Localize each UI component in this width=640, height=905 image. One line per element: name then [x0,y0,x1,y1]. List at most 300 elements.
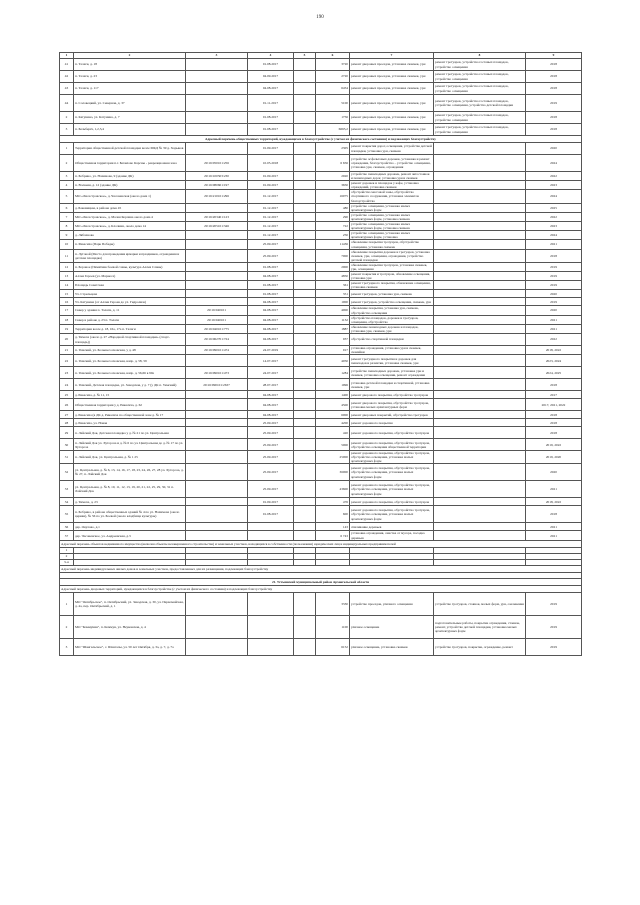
address-cell: ул. Центральная, д. № 8, 10, 11, 12, 13, 19, 20, 21, 22, 25, 29, 30, 31 п. Лайский Док [74,481,186,498]
work-min-cell: ремонт тротуаров, устройство освещения, скамеек, урн [350,298,434,306]
cadastral-number-cell [186,531,248,540]
work-min-cell: уличное освещение, установка скамеек [350,638,434,655]
owner-cell [294,427,316,439]
work-min-cell: ремонт тротуарного покрытия, обновление освещения, установка скамеек [350,281,434,290]
work-extra-cell [434,355,526,367]
year-cell: 2019, 2022 [526,439,582,451]
owner-cell [294,367,316,379]
cadastral-number-cell [186,411,248,419]
address-cell: п. Уемский, ул. Большесосновская, напр. д. 56,66 в 90а [74,367,186,379]
table-row [60,391,582,399]
work-extra-cell [434,481,526,498]
work-extra-cell [434,531,526,540]
work-min-cell: ремонт дворовых проездов, установка скамеек, урн [350,71,434,83]
date-cell: 01.08.2017 [248,506,294,523]
work-extra-cell [434,172,526,181]
column-number-cell: 3 [186,53,248,59]
work-extra-cell: устройство тротуаров, стоянок, малых форм, урн, озеленения [434,592,526,615]
work-min-cell: обновление пешеходных дорожек и площадок, установка урн, скамеек, урн [350,324,434,333]
area-cell: 4000 [316,306,350,315]
year-cell: 2018, 2022 [526,346,582,355]
table-row [60,439,582,451]
date-cell: 01.08.2017 [248,112,294,124]
year-cell: 2021 [526,531,582,540]
area-cell: 6 656 [316,155,350,172]
work-extra-cell [434,367,526,379]
cadastral-number-cell: 29:16:040101 [186,306,248,315]
work-extra-cell [434,143,526,155]
table-row [60,481,582,498]
year-cell: 2021 [526,523,582,531]
table-row [60,411,582,419]
column-number-cell: 5 [294,53,316,59]
table-row [60,71,582,83]
year-cell: 2025 [526,203,582,212]
work-min-cell: ремонт дорожного покрытия, обустройство тротуаров, обустройство освещения, установка малых архитектурных форм [350,451,434,464]
work-min-cell: обновление покрытия дорожек и тротуаров, установка скамеек, урн, освещения, ограждения, устройство детской площадки [350,249,434,262]
cadastral-number-cell [186,83,248,95]
work-min-cell: ремонт дворовых проездов, установка скамеек, урн [350,112,434,124]
table-row [60,531,582,540]
area-cell: 4500 [316,399,350,411]
column-number-cell: 6 [316,53,350,59]
row-number-cell: 14 [60,281,74,290]
table-row [60,190,582,203]
area-cell: 600 [316,506,350,523]
year-cell: 2020 [526,464,582,481]
date-cell: 04.08.2017 [248,272,294,281]
date-cell: 25.09.2017 [248,249,294,262]
address-cell: Сквер в районе д. 23 п. Талаги [74,315,186,324]
owner-cell [294,222,316,231]
date-cell: 01.09.2017 [248,143,294,155]
area-cell: 250 [316,231,350,240]
work-min-cell: устройство освещения, установка малых архитектурных форм, установка [350,231,434,240]
date-cell [248,531,294,540]
cadastral-number-cell [186,95,248,112]
table-row [60,306,582,315]
row-number-cell: 26 [60,399,74,411]
row-number-cell: 43 [60,83,74,95]
owner-cell [294,59,316,71]
work-min-cell: устройство пешеходных дорожек, ремонт автостоянок и пешеходных дорог, установка урн и скамеек [350,172,434,181]
owner-cell [294,399,316,411]
address-cell: Общественная территория у д. Рикасиха, д. 62 [74,399,186,411]
date-cell: 10.05.2018 [248,155,294,172]
owner-cell [294,190,316,203]
work-extra-cell [434,222,526,231]
address-cell: ул. Центральная, д. № 6, 13, 14, 16, 17, 18, 23, 24, 26, 27, 28 ул. Хутороза, д. № 27, п. Лайский Док [74,464,186,481]
work-extra-cell [434,290,526,298]
row-number-cell: 1 [60,592,74,615]
area-cell: 480 [316,203,350,212]
area-cell: 2900 [316,262,350,271]
table-row [60,272,582,281]
year-cell: 2021 [526,324,582,333]
area-cell: 361 [316,281,350,290]
work-min-cell: ремонт дорожек и площадок у кафе, установка ограждений, установка скамеек [350,181,434,190]
table-row [60,324,582,333]
address-cell: п. Бобрино, в районе общественных зданий № 4 по ул. Нахимова (около церкви), № 56 по ул. Боевой (около кладбища культуры) [74,506,186,523]
address-cell: Ул. Катунина (от Аллеи Героев до ул. Гидролиза) [74,298,186,306]
work-min-cell: ремонт дворовых проездов, установка скамеек, урн [350,124,434,136]
row-number-cell: 22 [60,355,74,367]
work-min-cell: ремонт тротуарного покрытия и дорожек для пешеходов и разметки, установка скамеек, урн [350,355,434,367]
year-cell: 2024, 2025 [526,367,582,379]
date-cell: 01.08.2017 [248,281,294,290]
work-min-cell: установка детской площадки и спортивной, установка скамеек, урн [350,379,434,391]
area-cell: 3720 [316,59,350,71]
page-number: 190 [316,15,324,20]
work-min-cell: обустройство площадок, дорожек и тротуаров, освещения, обустройство [350,315,434,324]
owner-cell [294,531,316,540]
cadastral-number-cell: 29:16:100503:230 [186,172,248,181]
table-row [60,419,582,427]
table-row [60,281,582,290]
table-row [60,498,582,506]
address-cell: дер. Окулово, д.1 [74,523,186,531]
table-row [60,203,582,212]
row-number-cell: 13 [60,272,74,281]
row-number-cell: 37 [60,531,74,540]
work-extra-cell [434,523,526,531]
year-cell: 2018 [526,379,582,391]
work-extra-cell [434,399,526,411]
area-cell: 7000 [316,249,350,262]
row-number-cell: 10 [60,240,74,249]
year-cell: 2022 [526,334,582,346]
area-cell: 143 [316,523,350,531]
owner-cell [294,481,316,498]
row-number-cell: 7 [60,212,74,221]
work-extra-cell: ремонт тротуаров, устройство гостевых площадок, устройство освещения [434,124,526,136]
work-extra-cell: ремонт тротуаров, устройство гостевых площадок, устройство освещения, устройство детской площадки [434,95,526,112]
address-cell: п. Талаги, д. 18 [74,59,186,71]
address-cell: п. Талаги, д. 23 [74,71,186,83]
owner-cell [294,281,316,290]
section-public-heading [60,136,582,143]
work-min-cell: обустройство массовой зоны, обустройство спортивного сооружения, установка элементов благоустройства [350,190,434,203]
year-cell: 2020 [526,290,582,298]
year-cell: 2021 [526,240,582,249]
date-cell: 25.09.2017 [248,464,294,481]
table-row [60,334,582,346]
address-cell: п. Бельберёз, 1,2,3,4 [74,124,186,136]
owner-cell [294,464,316,481]
work-extra-cell [434,324,526,333]
table-row [60,112,582,124]
area-cell: 290 [316,212,350,221]
row-number-cell: 3 [60,124,74,136]
column-number-cell: 8 [434,53,526,59]
cadastral-number-cell: 29:16:210101:296 [186,190,248,203]
work-min-cell: ремонт дворовых проездов, установка скамеек, урн [350,59,434,71]
work-extra-cell [434,391,526,399]
work-min-cell: ремонт дворового покрытия, обустройство тротуаров, установка малых архитектурных форм [350,399,434,411]
table-row [60,346,582,355]
address-cell: д. Рикасиха, д. № 11, 15 [74,391,186,399]
work-extra-cell [434,464,526,481]
work-min-cell: ремонт дорожного покрытия, обустройство тротуаров, обустройство освещения, установка малых архитектурных форм [350,506,434,523]
area-cell: 937 [316,334,350,346]
row-number-cell: 8 [60,222,74,231]
year-cell: 2017 [526,391,582,399]
cadastral-number-cell [186,203,248,212]
row-number-cell: 42 [60,71,74,83]
area-cell: 722 [316,222,350,231]
cadastral-number-cell [186,464,248,481]
area-cell: 1756 [316,112,350,124]
date-cell: 04.08.2017 [248,334,294,346]
owner-cell [294,143,316,155]
work-extra-cell: подготовительные работы, покрытие ограждения, стоянок, ремонт, устройство детской площадки, установка малых архитектурных форм [434,615,526,638]
table-row [60,240,582,249]
table-row [60,83,582,95]
work-min-cell: спиливание деревьев [350,523,434,531]
row-number-cell: 27 [60,411,74,419]
row-number-cell: 24 [60,379,74,391]
address-cell: п. Лайский Док ул. Хутороза и д. № 6 по ул. Центральная до д. № 17 по ул. Хутороза [74,439,186,451]
ust-yards-heading-text: Адресный перечень дворовых территорий, нуждающихся в благоустройстве (с учетом их физического состояния) и подлежащих благоустройству [60,585,582,592]
area-cell: 2720 [316,71,350,83]
work-min-cell: обновление покрытия, установка урн, скамеек, обустройство освещения [350,306,434,315]
area-cell: 25000 [316,451,350,464]
work-extra-cell [434,306,526,315]
address-cell: дер. Часовенское, ул. Андреевская, д.3 [74,531,186,540]
area-cell: 917 [316,346,350,355]
row-number-cell: 21 [60,346,74,355]
owner-cell [294,523,316,531]
date-cell: 04.08.2017 [248,83,294,95]
row-number-cell: 9 [60,231,74,240]
area-cell: 43600 [316,481,350,498]
work-extra-cell [434,203,526,212]
date-cell: 04.08.2017 [248,306,294,315]
area-cell: 2920 [316,172,350,181]
work-min-cell: устройство асфальтовых дорожек, установка и ремонт ограждения, благоустройство – устройство освещения, установка урн, скамеек, ограждения [350,155,434,172]
row-number-cell: 31 [60,451,74,464]
work-extra-cell [434,155,526,172]
cadastral-number-cell: 29:16:050101:256 [186,155,248,172]
date-cell: 14.07.2017 [248,355,294,367]
date-cell: 04.08.2017 [248,399,294,411]
blank-row-number: 3..n [60,559,74,565]
row-number-cell: 6 [60,203,74,212]
work-min-cell: ремонт дорожного покрытия, обустройство тротуаров [350,498,434,506]
cadastral-number-cell: 29:16:090101:474 [186,346,248,355]
date-cell: 25.09.2017 [248,451,294,464]
cadastral-number-cell: 29:16:090101:473 [186,367,248,379]
address-cell: Ул. Стрельцова [74,290,186,298]
year-cell: 2018 [526,83,582,95]
ust-yards-heading [60,585,582,592]
work-min-cell: ремонт дорожного покрытия [350,419,434,427]
owner-cell [294,181,316,190]
owner-cell [294,249,316,262]
work-min-cell: ремонт дворовых покрытий, обустройство тротуаров [350,411,434,419]
cadastral-number-cell [186,451,248,464]
year-cell: 2022 [526,172,582,181]
table-row [60,95,582,112]
work-extra-cell: устройство тротуаров, покрытие, ограждение, ремонт [434,638,526,655]
row-number-cell: 4 [60,181,74,190]
cadastral-number-cell: 29:16:090101:2637 [186,379,248,391]
owner-cell [294,391,316,399]
cadastral-number-cell: 29:16:062701:724 [186,334,248,346]
date-cell: 01.09.2017 [248,172,294,181]
table-row [60,315,582,324]
date-cell: 04.08.2017 [248,324,294,333]
area-cell: 6152 [316,638,350,655]
area-cell: 5100 [316,95,350,112]
cadastral-number-cell [186,638,248,655]
year-cell: 2018, 2022 [526,498,582,506]
table-row [60,231,582,240]
work-extra-cell: ремонт тротуаров, устройство гостевых площадок, устройство освещения [434,71,526,83]
cadastral-number-cell [186,506,248,523]
owner-cell [294,355,316,367]
year-cell: 2018 [526,124,582,136]
row-number-cell: 2 [60,155,74,172]
address-cell: п. Уемский, ул. Большесосновская, у д. 48 [74,346,186,355]
year-cell: 2019 [526,95,582,112]
year-cell: 2023 [526,222,582,231]
row-number-cell: 3 [60,638,74,655]
cadastral-number-cell [186,143,248,155]
address-cell: п. Уемский, ул. Большесосновская, напр. д. 58, 59 [74,355,186,367]
work-min-cell: устройство пешеходных дорожек, установка урн и скамеек, установка освещения, ремонт ограждения [350,367,434,379]
cadastral-number-cell [186,298,248,306]
individual-houses-heading [60,565,582,572]
year-cell: 2018 [526,112,582,124]
address-cell: Аллея Героев (ул. Марнеса) [74,272,186,281]
row-number-cell: 1 [60,143,74,155]
area-cell: 6 743 [316,531,350,540]
work-min-cell: устройство проездов, уличного освещения [350,592,434,615]
table-row [60,124,582,136]
date-cell: 01.12.2017 [248,222,294,231]
date-cell: 25.09.2017 [248,481,294,498]
row-number-cell: 25 [60,391,74,399]
work-extra-cell [434,240,526,249]
row-number-cell: 17 [60,306,74,315]
row-number-cell: 16 [60,298,74,306]
row-number-cell: 15 [60,290,74,298]
address-cell: д. Баковицкая, в районе дома 45 [74,203,186,212]
work-extra-cell [434,379,526,391]
date-cell: 01.08.2017 [248,59,294,71]
work-extra-cell [434,190,526,203]
cadastral-number-cell [186,419,248,427]
address-cell: д. Тимоха, д. 23 [74,498,186,506]
year-cell: 2019 [526,281,582,290]
cadastral-number-cell: 29:16:040101:775 [186,324,248,333]
year-cell: 2024 [526,155,582,172]
row-number-cell: 5 [60,190,74,203]
table-row [60,222,582,231]
work-min-cell: ремонт покрытия дорог, освещения, устройства детской площадки, установка урн, скамеек [351,144,432,153]
date-cell: 01.12.2017 [248,190,294,203]
year-cell: 2018 [526,419,582,427]
area-cell: 1400 [316,391,350,399]
area-cell: 1132 [316,315,350,324]
year-cell: 2019 [526,272,582,281]
work-extra-cell [434,439,526,451]
work-min-cell: ремонт тротуаров, установка урн, скамеек [350,290,434,298]
area-cell: 1996 [316,379,350,391]
area-cell: 1100 [316,615,350,638]
date-cell: 25.09.2017 [248,427,294,439]
area-cell: 3330 [316,592,350,615]
table-row [60,355,582,367]
owner-cell [294,203,316,212]
column-number-cell: 4 [248,53,294,59]
work-extra-cell: ремонт тротуаров, устройство гостевых площадок, устройство освещения [434,112,526,124]
year-cell: 2019 [526,615,582,638]
owner-cell [294,411,316,419]
table-row [60,59,582,71]
date-cell: 04.08.2017 [248,391,294,399]
area-cell: 3650 [316,181,350,190]
work-min-cell: ремонт дорожного покрытия, обустройство тротуаров, обустройство освещения, установка малых архитектурных форм [350,481,434,498]
work-min-cell: ремонт дворовых проездов, установка скамеек, урн [350,83,434,95]
address-cell: Сквер у здания п. Талаги, д. 11 [74,306,186,315]
work-extra-cell [434,281,526,290]
table-row [60,638,582,655]
year-cell: 2020 [526,306,582,315]
private-objects-heading-text: Адресный перечень объектов недвижимого имущества (включая объекты незавершенного строительства) и земельных участков, находящихся в собственности (пользовании) юридических лиц и индивидуальных предпринимателей [60,540,582,547]
owner-cell [294,290,316,298]
cadastral-number-cell [186,439,248,451]
work-extra-cell [434,498,526,506]
work-min-cell: ремонт дворового покрытия, обустройство тротуаров [350,391,434,399]
year-cell: 2018 [526,249,582,262]
work-min-cell: уличное освещение [350,615,434,638]
work-extra-cell: ремонт тротуаров, устройство гостевых площадок, устройство освещения [434,59,526,71]
owner-cell [294,334,316,346]
year-cell: 2019 [526,298,582,306]
work-extra-cell [434,346,526,355]
owner-cell [294,315,316,324]
date-cell [248,592,294,615]
work-extra-cell [434,181,526,190]
cadastral-number-cell: 29:16:205101:346 [186,222,248,231]
owner-cell [294,346,316,355]
row-number-cell: 44 [60,95,74,112]
cadastral-number-cell [186,249,248,262]
owner-cell [294,324,316,333]
cadastral-number-cell: 29:16:203401:123 [186,212,248,221]
table-row [60,615,582,638]
row-number-cell: 11 [60,249,74,262]
date-cell: 01.09.2017 [248,181,294,190]
row-number-cell: 2 [60,112,74,124]
work-min-cell: установка ограждения, установка урн и скамеек, скамейки [350,346,434,355]
owner-cell [294,419,316,427]
table-row [60,212,582,221]
area-cell: 1887 [316,324,350,333]
column-number-cell: 1 [60,53,74,59]
work-min-cell: ремонт дворовых проездов, установка скамеек, урн [350,95,434,112]
table-row [60,155,582,172]
row-number-cell: 29 [60,427,74,439]
row-number-cell: 34 [60,498,74,506]
year-cell: 2018 [526,427,582,439]
year-cell: 2022 [526,212,582,221]
year-cell: 2021 [526,481,582,498]
date-cell: 24.07.2017 [248,367,294,379]
owner-cell [294,379,316,391]
